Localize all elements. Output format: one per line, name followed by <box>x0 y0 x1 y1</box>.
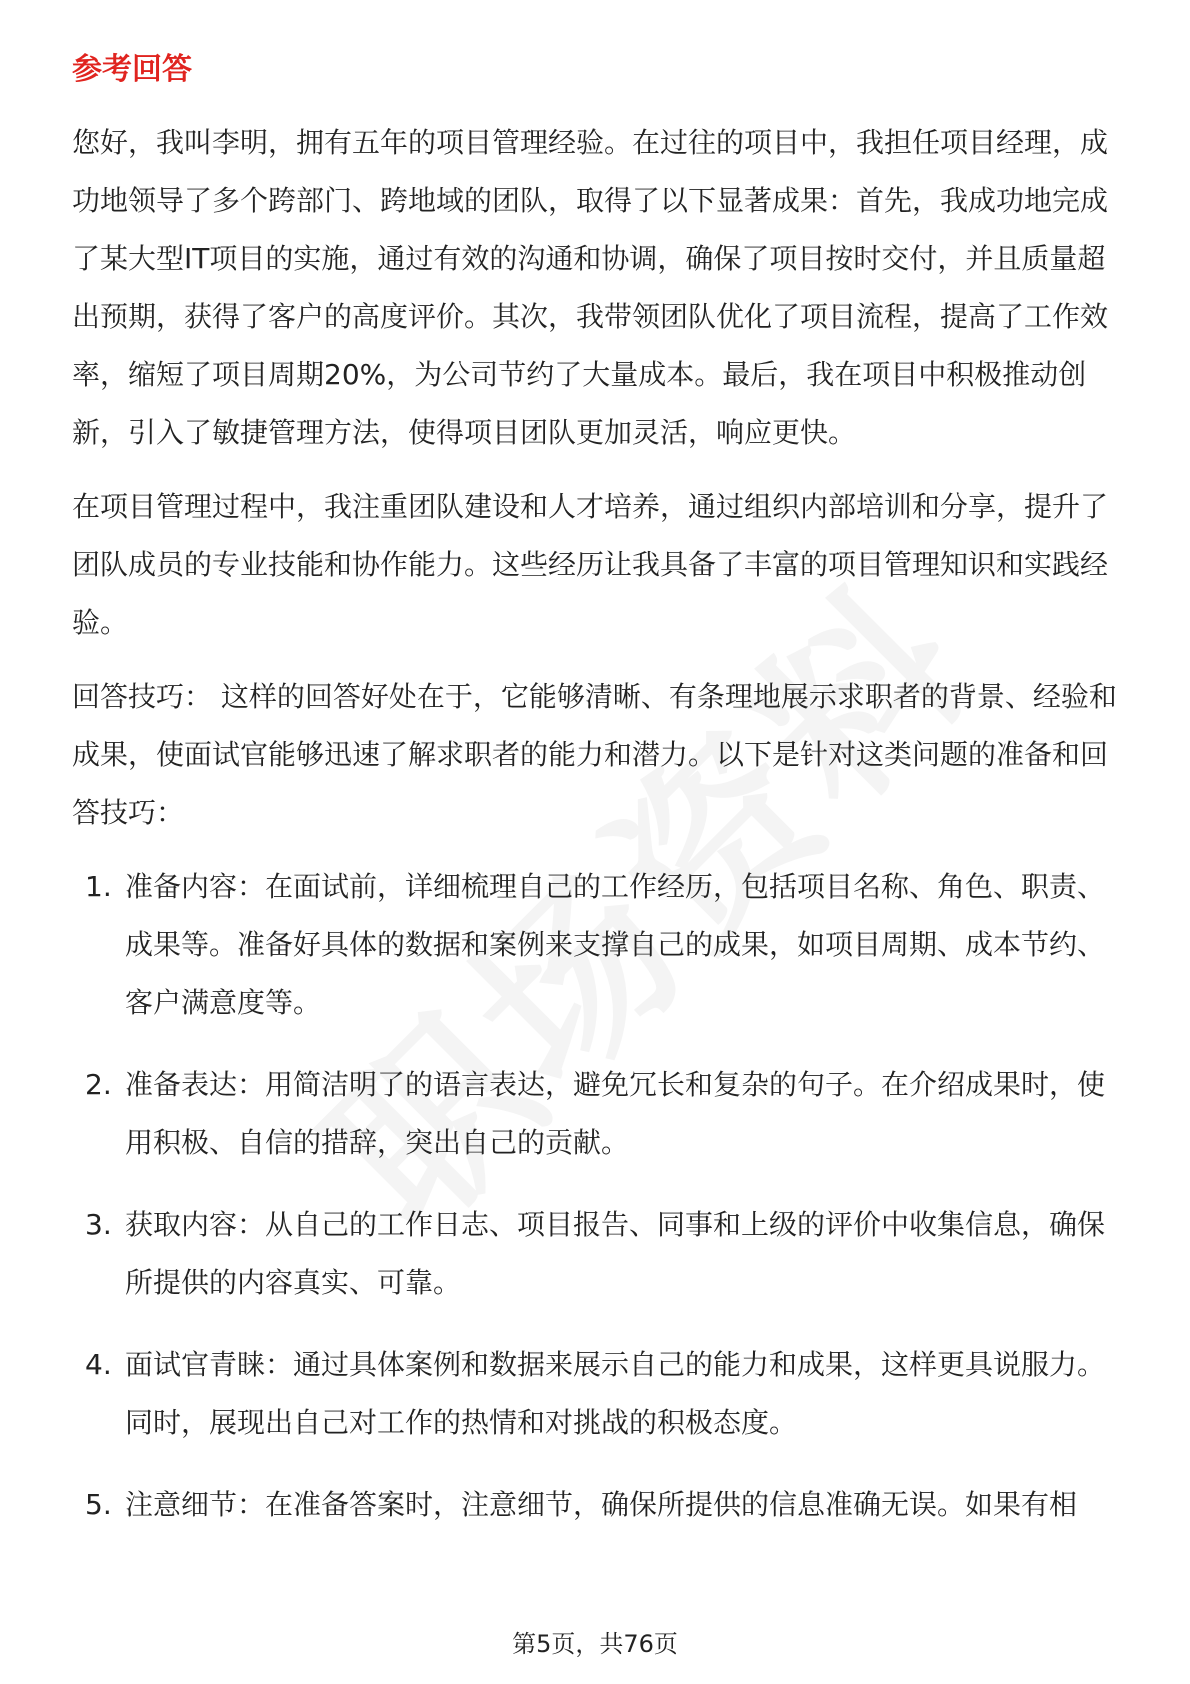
list-item <box>72 1476 1122 1534</box>
list-item <box>72 1336 1122 1452</box>
list-item-text: 准备表达：用简洁明了的语言表达，避免冗长和复杂的句子。在介绍成果时，使用积极、自信的措辞，突出自己的贡献。 <box>125 1068 1106 1159</box>
section-title: 参考回答 <box>72 52 192 87</box>
list-item-number: 3. <box>85 1208 112 1241</box>
list-item <box>72 1056 1122 1172</box>
list-item-text: 注意细节：在准备答案时，注意细节，确保所提供的信息准确无误。如果有相 <box>125 1488 1078 1521</box>
page-number: 第5页，共76页 <box>512 1630 678 1658</box>
tips-list <box>72 858 1122 1534</box>
list-item <box>72 858 1122 1032</box>
list-item-text: 面试官青睐：通过具体案例和数据来展示自己的能力和成果，这样更具说服力。同时，展现出自己对工作的热情和对挑战的积极态度。 <box>125 1348 1106 1439</box>
answer-content <box>72 114 1122 1558</box>
intro-paragraph: 您好，我叫李明，拥有五年的项目管理经验。在过往的项目中，我担任项目经理，成功地领导了多个跨部门、跨地域的团队，取得了以下显著成果：首先，我成功地完成了某大型IT项目的实施，通过有效的沟通和协调，确保了项目按时交付，并且质量超出预期，获得了客户的高度评价。其次，我带领团队优化了项目流程，提高了工作效率，缩短了项目周期20%，为公司节约了大量成本。最后，我在项目中积极推动创新，引入了敏捷管理方法，使得项目团队更加灵活，响应更快。 <box>72 126 1109 449</box>
tips-paragraph: 回答技巧： 这样的回答好处在于，它能够清晰、有条理地展示求职者的背景、经验和成果，使面试官能够迅速了解求职者的能力和潜力。以下是针对这类问题的准备和回答技巧： <box>72 680 1117 829</box>
list-item-text: 准备内容：在面试前，详细梳理自己的工作经历，包括项目名称、角色、职责、成果等。准备好具体的数据和案例来支撑自己的成果，如项目周期、成本节约、客户满意度等。 <box>125 870 1106 1019</box>
list-item-number: 1. <box>85 870 112 903</box>
list-item <box>72 1196 1122 1312</box>
team-paragraph: 在项目管理过程中，我注重团队建设和人才培养，通过组织内部培训和分享，提升了团队成员的专业技能和协作能力。这些经历让我具备了丰富的项目管理知识和实践经验。 <box>72 490 1109 639</box>
list-item-number: 2. <box>85 1068 112 1101</box>
list-item-text: 获取内容：从自己的工作日志、项目报告、同事和上级的评价中收集信息，确保所提供的内容真实、可靠。 <box>125 1208 1106 1299</box>
list-item-number: 5. <box>85 1488 112 1521</box>
list-item-number: 4. <box>85 1348 112 1381</box>
